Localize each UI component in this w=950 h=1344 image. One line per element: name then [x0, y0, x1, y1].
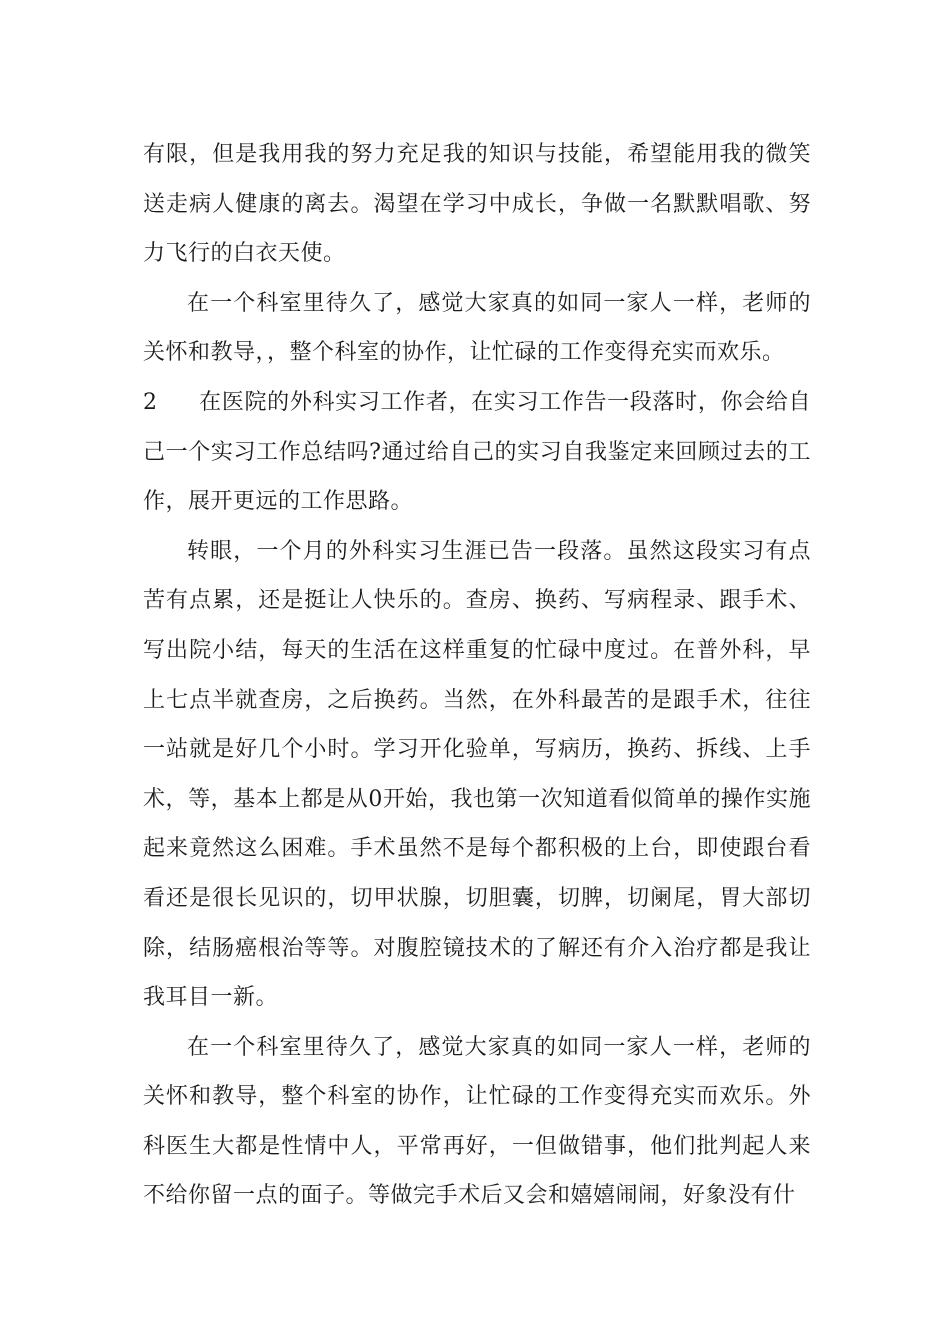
paragraph [143, 527, 811, 1023]
paragraph-text: 在一个科室里待久了，感觉大家真的如同一家人一样，老师的关怀和教导，，整个科室的协作，让忙碌的工作变得充实而欢乐。 [143, 290, 811, 366]
paragraph [143, 1023, 811, 1221]
paragraph [143, 279, 811, 378]
numbered-paragraph [143, 378, 811, 527]
paragraph-number: 2 [143, 389, 158, 415]
paragraph-continuation [143, 130, 811, 279]
document-body [143, 130, 811, 1221]
paragraph-text: 在医院的外科实习工作者，在实习工作告一段落时，你会给自己一个实习工作总结吗?通过给自己的实习自我鉴定来回顾过去的工作，展开更远的工作思路。 [143, 389, 811, 515]
paragraph-text: 在一个科室里待久了，感觉大家真的如同一家人一样，老师的关怀和教导，整个科室的协作，让忙碌的工作变得充实而欢乐。外科医生大都是性情中人，平常再好，一但做错事，他们批判起人来不给你留一点的面子。等做完手术后又会和嬉嬉闹闹，好象没有什 [143, 1034, 811, 1209]
paragraph-text: 转眼，一个月的外科实习生涯已告一段落。虽然这段实习有点苦有点累，还是挺让人快乐的。查房、换药、写病程录、跟手术、写出院小结，每天的生活在这样重复的忙碌中度过。在普外科，早上七点半就查房，之后换药。当然，在外科最苦的是跟手术，往往一站就是好几个小时。学习开化验单，写病历，换药、拆线、上手术，等，基本上都是从0开始，我也第一次知道看似简单的操作实施起来竟然这么困难。手术虽然不是每个都积极的上台，即使跟台看看还是很长见识的，切甲状腺，切胆囊，切脾，切阑尾，胃大部切除，结肠癌根治等等。对腹腔镜技术的了解还有介入治疗都是我让我耳目一新。 [143, 538, 811, 1011]
paragraph-text: 有限，但是我用我的努力充足我的知识与技能，希望能用我的微笑送走病人健康的离去。渴望在学习中成长，争做一名默默唱歌、努力飞行的白衣天使。 [143, 142, 811, 267]
